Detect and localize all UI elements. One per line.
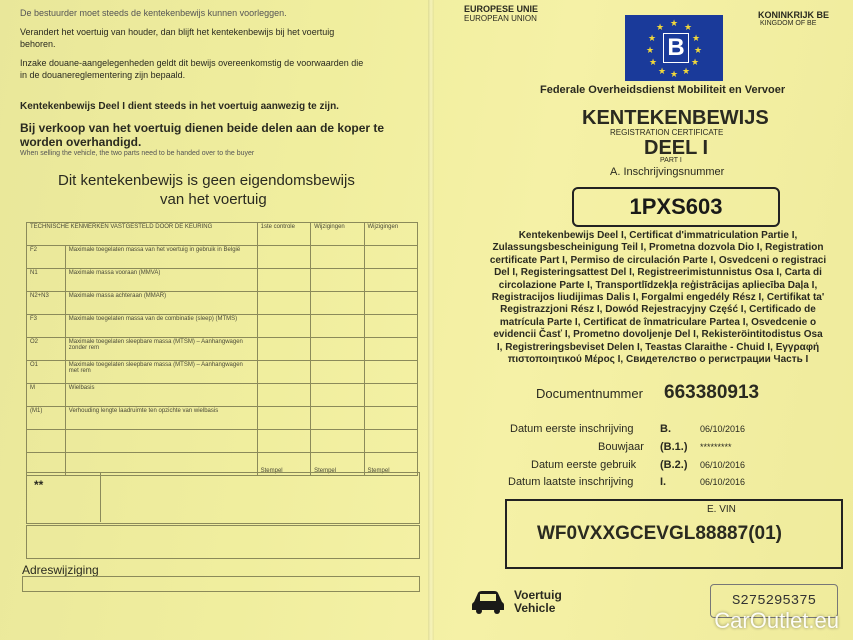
field-label: Datum eerste gebruik xyxy=(531,459,637,471)
stempel-label: Stempel xyxy=(257,453,310,476)
note-line: worden overhandigd. xyxy=(20,135,142,149)
country-code: B xyxy=(663,33,689,63)
table-row xyxy=(27,430,418,453)
stempel-label: Stempel xyxy=(311,453,364,476)
note-line: When selling the vehicle, the two parts need to be handed over to the buyer xyxy=(20,150,255,157)
ownership-notice: Dit kentekenbewijs is geen eigendomsbewijs xyxy=(58,172,355,189)
row-code: F2 xyxy=(27,246,66,269)
row-label: Verhouding lengte laadruimte ten opzichte van wielbasis xyxy=(65,407,257,430)
note-line: De bestuurder moet steeds de kentekenbewijs kunnen voorleggen. xyxy=(20,8,287,18)
translation-line: Registrazzjoni Rész I, Dowód Rejestracyjny Część I, Certificado de xyxy=(500,304,816,316)
document-number-label: Documentnummer xyxy=(536,386,643,401)
field-label: Bouwjaar xyxy=(598,441,644,453)
part-title: DEEL I xyxy=(644,137,709,159)
table-row xyxy=(27,338,418,361)
translation-line: I, Registreringsbeviset Delen I, Teastas Claraithe - Chuid I, Εγγραφή xyxy=(496,341,820,353)
address-box xyxy=(22,576,420,592)
translation-line: matrícula Parte I, Certificat de înmatriculare Partea I, Osvedcenie o xyxy=(499,316,817,328)
translation-line: certificate Part I, Permiso de circulación Parte I, Osvedceni o registraci xyxy=(489,254,827,266)
table-row xyxy=(27,384,418,407)
row-label: Maximale toegelaten sleepbare massa (MTSM) – Aanhangwagen zonder rem xyxy=(65,338,257,361)
table-header: 1ste controle xyxy=(257,223,310,246)
serial-number: S275295375 xyxy=(710,584,838,618)
vehicle-label-en: Vehicle xyxy=(514,601,556,615)
translation-line: Del I, Registeringsattest Del I, Registreerimistunnistus Osa I, Carta di xyxy=(494,267,822,279)
translation-line: Registracijos liudijimas Dalis I, Forgalmi engedély Rész I, Certifikat ta' xyxy=(491,292,825,304)
stempel-label: Stempel xyxy=(364,453,417,476)
registration-label: A. Inschrijvingsnummer xyxy=(610,166,725,178)
kingdom-label: KONINKRIJK BE xyxy=(758,10,830,20)
address-change-label: Adreswijziging xyxy=(22,563,99,577)
field-code: (B.1.) xyxy=(660,441,688,453)
field-label: Datum laatste inschrijving xyxy=(508,476,634,488)
row-code: N1 xyxy=(27,269,66,292)
table-header: Wijzigingen xyxy=(364,223,417,246)
field-code: B. xyxy=(660,423,671,435)
note-line: Kentekenbewijs Deel I dient steeds in het voertuig aanwezig te zijn. xyxy=(20,101,339,112)
vehicle-label: Voertuig xyxy=(514,588,562,602)
row-code: N2+N3 xyxy=(27,292,66,315)
lines-box xyxy=(26,525,420,559)
technical-specs-table xyxy=(26,222,418,476)
car-icon xyxy=(470,588,506,614)
document-number: 663380913 xyxy=(664,382,760,403)
translation-line: Kentekenbewijs Deel I, Certificat d'immatriculation Partie I, xyxy=(518,230,798,241)
translation-line: πιστοποιητικού Μέρος I, Свидетелство о регистрации Часть I xyxy=(507,354,809,366)
row-label: Maximale toegelaten massa van de combinatie (sleep) (MTMS) xyxy=(65,315,257,338)
eu-label-en: EUROPEAN UNION xyxy=(464,14,537,23)
table-header-row xyxy=(27,223,418,246)
table-header: TECHNISCHE KENMERKEN VASTGESTELD DOOR DE KEURING xyxy=(27,223,258,246)
ownership-notice-2: van het voertuig xyxy=(160,191,267,208)
field-code: (B.2.) xyxy=(660,459,688,471)
table-row xyxy=(27,246,418,269)
row-code: F3 xyxy=(27,315,66,338)
field-value: ********* xyxy=(700,442,732,452)
row-label: Wielbasis xyxy=(65,384,257,407)
kingdom-label-en: KINGDOM OF BE xyxy=(760,20,817,27)
note-line: in de douanereglementering zijn bepaald. xyxy=(20,70,186,80)
field-value: 06/10/2016 xyxy=(700,477,746,487)
table-header: Wijzigingen xyxy=(311,223,364,246)
eu-label: EUROPESE UNIE xyxy=(464,4,539,14)
translation-line: circolazione Parte I, Transportlīdzekļa reģistrācijas apliecība Daļa I, xyxy=(498,279,818,291)
translation-line: evidencii Časť I, Prometno dovoljenje Del I, Rekisteröintitodistus Osa xyxy=(493,329,823,341)
row-label: Maximale massa vooraan (MMVA) xyxy=(65,269,257,292)
watermark: CarOutlet.eu xyxy=(714,608,839,633)
field-label: Datum eerste inschrijving xyxy=(510,423,634,435)
note-line: behoren. xyxy=(20,39,56,49)
note-line: Inzake douane-aangelegenheden geldt dit bewijs overeenkomstig de voorwaarden die xyxy=(20,58,364,68)
row-code: O1 xyxy=(27,361,66,384)
row-label: Maximale toegelaten massa van het voertuig in gebruik in België xyxy=(65,246,257,269)
note-line: Verandert het voertuig van houder, dan blijft het kentekenbewijs bij het voertuig xyxy=(20,27,335,37)
row-label: Maximale toegelaten sleepbare massa (MTSM) – Aanhangwagen met rem xyxy=(65,361,257,384)
note-line: Bij verkoop van het voertuig dienen beide delen aan de koper te xyxy=(20,121,385,135)
field-value: 06/10/2016 xyxy=(700,424,746,434)
part-subtitle: PART I xyxy=(660,157,682,164)
table-row xyxy=(27,315,418,338)
document-title: KENTEKENBEWIJS xyxy=(582,107,769,129)
field-value: 06/10/2016 xyxy=(700,460,746,470)
vin-label: E. VIN xyxy=(707,504,736,515)
vin-number: WF0VXXGCEVGL88887(01) xyxy=(537,523,782,544)
table-row xyxy=(27,292,418,315)
remarks-stars: ** xyxy=(34,478,44,492)
document-subtitle: REGISTRATION CERTIFICATE xyxy=(610,128,724,137)
row-code: M xyxy=(27,384,66,407)
translations-block xyxy=(463,230,853,366)
table-row xyxy=(27,269,418,292)
registration-number: 1PXS603 xyxy=(572,187,780,227)
row-code: O2 xyxy=(27,338,66,361)
table-row xyxy=(27,407,418,430)
field-code: I. xyxy=(660,476,667,488)
table-row xyxy=(27,361,418,384)
row-code: (M1) xyxy=(27,407,66,430)
remarks-divider xyxy=(100,472,419,522)
eu-flag-icon: ★ ★ ★ ★ ★ ★ ★ ★ ★ ★ ★ ★ B xyxy=(625,15,723,81)
translation-line: Zulassungsbescheinigung Teil I, Prometna dozvola Dio I, Registration xyxy=(492,242,824,254)
vin-box xyxy=(505,499,843,569)
fold-line xyxy=(428,0,434,640)
row-label: Maximale massa achteraan (MMAR) xyxy=(65,292,257,315)
agency-name: Federale Overheidsdienst Mobiliteit en Vervoer xyxy=(540,84,786,96)
